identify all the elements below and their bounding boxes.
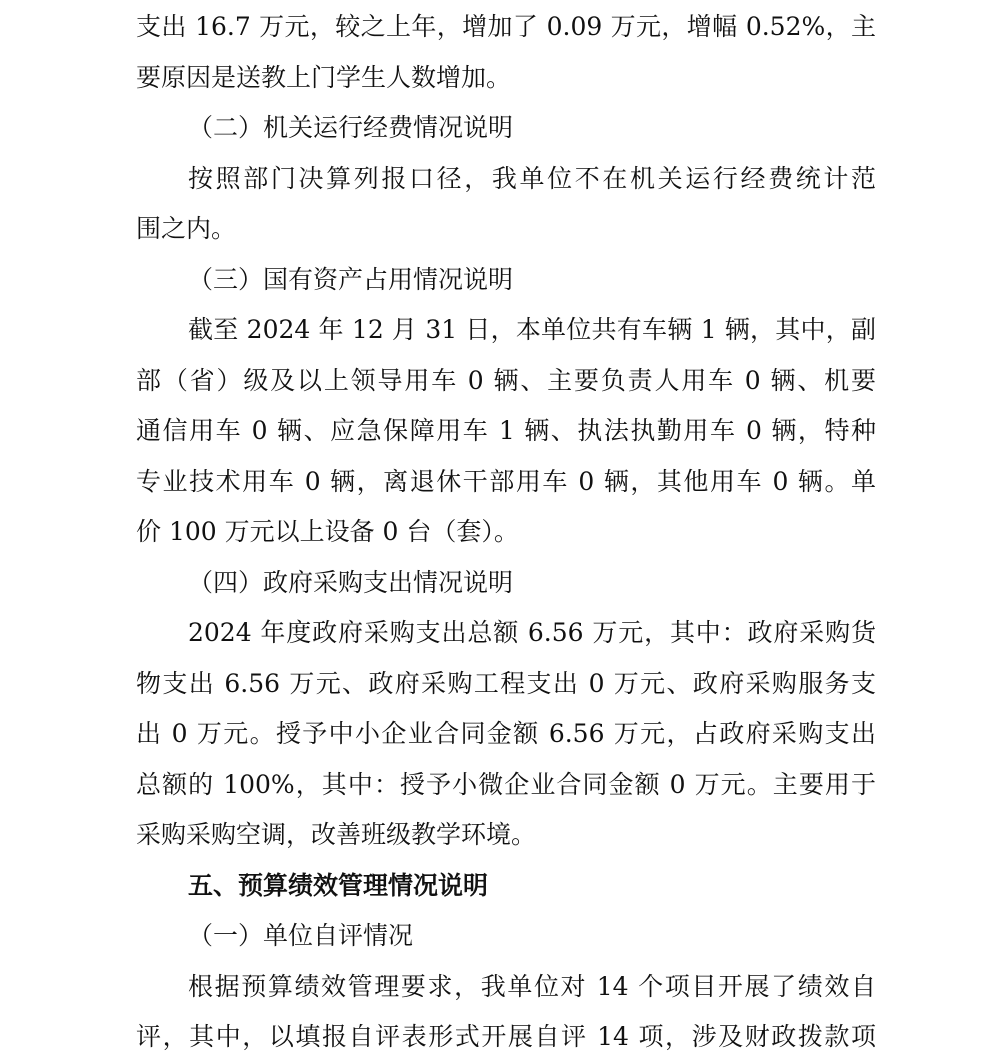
paragraph-line: 支出 16.7 万元，较之上年，增加了 0.09 万元，增幅 0.52%，主	[136, 12, 876, 41]
subheading-self-evaluation: （一）单位自评情况	[188, 921, 414, 950]
paragraph-line: 通信用车 0 辆、应急保障用车 1 辆、执法执勤用车 0 辆，特种	[136, 416, 876, 445]
subheading-state-assets: （三）国有资产占用情况说明	[188, 264, 514, 294]
paragraph-line: 专业技术用车 0 辆，离退休干部用车 0 辆，其他用车 0 辆。单	[136, 466, 876, 496]
paragraph-line: 2024 年度政府采购支出总额 6.56 万元，其中：政府采购货	[188, 618, 876, 647]
subheading-government-procurement: （四）政府采购支出情况说明	[188, 567, 514, 597]
paragraph-line: 截至 2024 年 12 月 31 日，本单位共有车辆 1 辆，其中，副	[188, 315, 876, 344]
paragraph-line: 总额的 100%，其中：授予小微企业合同金额 0 万元。主要用于	[136, 769, 876, 799]
paragraph-line: 评，其中，以填报自评表形式开展自评 14 项，涉及财政拨款项	[136, 1022, 876, 1051]
paragraph-line: 采购采购空调，改善班级教学环境。	[136, 820, 537, 849]
paragraph-line: 价 100 万元以上设备 0 台（套）。	[136, 517, 519, 546]
paragraph-line: 部（省）级及以上领导用车 0 辆、主要负责人用车 0 辆、机要	[136, 365, 876, 395]
paragraph-line: 出 0 万元。授予中小企业合同金额 6.56 万元，占政府采购支出	[136, 719, 876, 748]
paragraph-line: 根据预算绩效管理要求，我单位对 14 个项目开展了绩效自	[188, 971, 876, 1001]
paragraph-line: 围之内。	[136, 214, 237, 243]
section-heading-performance-management: 五、预算绩效管理情况说明	[188, 870, 489, 900]
paragraph-line: 要原因是送教上门学生人数增加。	[136, 62, 512, 92]
paragraph-line: 按照部门决算列报口径，我单位不在机关运行经费统计范	[188, 163, 876, 193]
paragraph-line: 物支出 6.56 万元、政府采购工程支出 0 万元、政府采购服务支	[136, 668, 876, 698]
document-page	[136, 2, 876, 1063]
subheading-agency-operating-expenses: （二）机关运行经费情况说明	[188, 113, 514, 142]
